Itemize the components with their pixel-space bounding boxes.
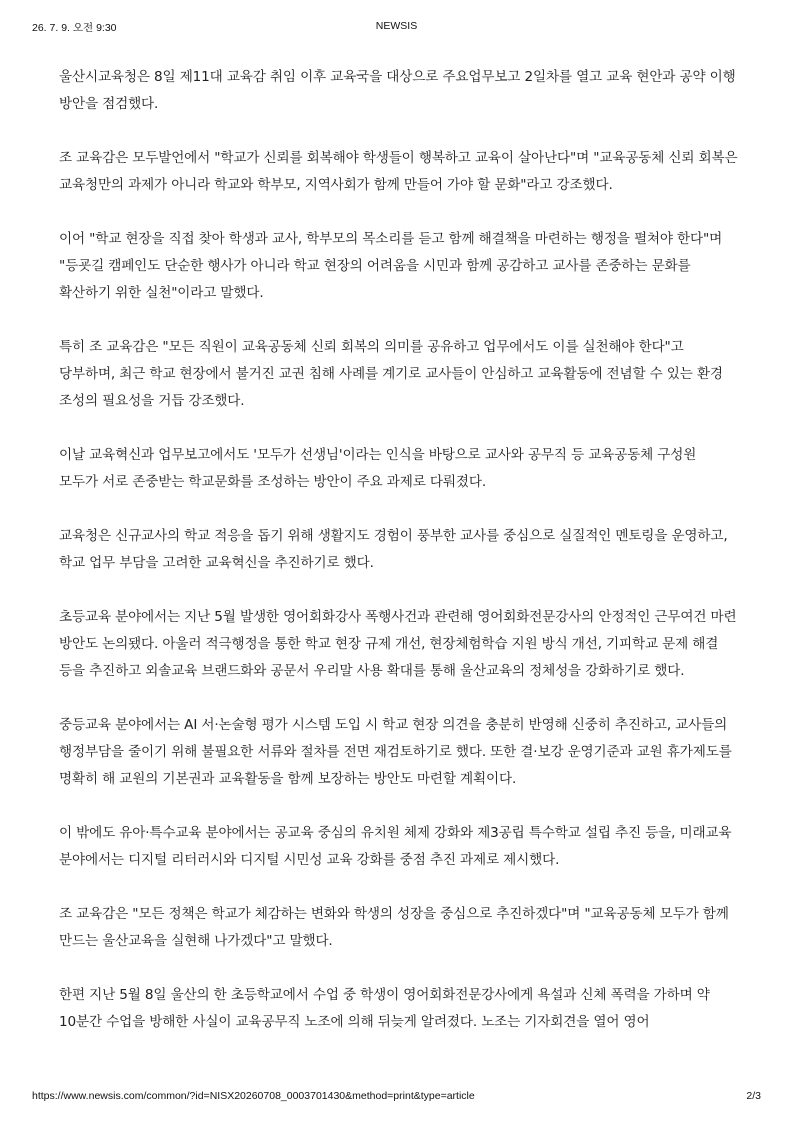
page-number: 2/3: [746, 1090, 761, 1102]
article-paragraph: 조 교육감은 모두발언에서 "학교가 신뢰를 회복해야 학생들이 행복하고 교육이 살아난다"며 "교육공동체 신뢰 회복은 교육청만의 과제가 아니라 학교와 학부모, 지역사회가 함께 만들어 가야 할 문화"라고 강조했다.: [59, 150, 738, 193]
print-date: 26. 7. 9. 오전 9:30: [32, 22, 117, 34]
print-header: [32, 20, 761, 36]
article-paragraph: 특히 조 교육감은 "모든 직원이 교육공동체 신뢰 회복의 의미를 공유하고 업무에서도 이를 실천해야 한다"고 당부하며, 최근 학교 현장에서 불거진 교권 침해 사례를 계기로 교사들이 안심하고 교육활동에 전념할 수 있는 환경 조성의 필요성을 거듭 강조했다.: [59, 339, 723, 409]
article-paragraph: 교육청은 신규교사의 학교 적응을 돕기 위해 생활지도 경험이 풍부한 교사를 중심으로 실질적인 멘토링을 운영하고, 학교 업무 부담을 고려한 교육혁신을 추진하기로 했다.: [59, 528, 728, 571]
article-body: [59, 64, 739, 1063]
article-url: https://www.newsis.com/common/?id=NISX20260708_0003701430&method=print&type=article: [32, 1090, 475, 1102]
print-footer: [32, 1090, 761, 1106]
site-name: NEWSIS: [375, 20, 418, 32]
article-paragraph: 이날 교육혁신과 업무보고에서도 '모두가 선생님'이라는 인식을 바탕으로 교사와 공무직 등 교육공동체 구성원 모두가 서로 존중받는 학교문화를 조성하는 방안이 주요 과제로 다뤄졌다.: [59, 447, 697, 490]
article-paragraph: 울산시교육청은 8일 제11대 교육감 취임 이후 교육국을 대상으로 주요업무보고 2일차를 열고 교육 현안과 공약 이행 방안을 점검했다.: [59, 69, 736, 112]
article-paragraph: 한편 지난 5월 8일 울산의 한 초등학교에서 수업 중 학생이 영어회화전문강사에게 욕설과 신체 폭력을 가하며 약 10분간 수업을 방해한 사실이 교육공무직 노조에 의해 뒤늦게 알려졌다. 노조는 기자회견을 열어 영어: [59, 987, 710, 1030]
article-paragraph: 이어 "학교 현장을 직접 찾아 학생과 교사, 학부모의 목소리를 듣고 함께 해결책을 마련하는 행정을 펼쳐야 한다"며 "등굣길 캠페인도 단순한 행사가 아니라 학교 현장의 어려움을 시민과 함께 공감하고 교사를 존중하는 문화를 확산하기 위한 실천"이라고 말했다.: [59, 231, 723, 301]
article-paragraph: 조 교육감은 "모든 정책은 학교가 체감하는 변화와 학생의 성장을 중심으로 추진하겠다"며 "교육공동체 모두가 함께 만드는 울산교육을 실현해 나가겠다"고 말했다.: [59, 906, 729, 949]
article-paragraph: 중등교육 분야에서는 AI 서·논술형 평가 시스템 도입 시 학교 현장 의견을 충분히 반영해 신중히 추진하고, 교사들의 행정부담을 줄이기 위해 불필요한 서류와 절차를 전면 재검토하기로 했다. 또한 결·보강 운영기준과 교원 휴가제도를 명확히 해 교원의 기본권과 교육활동을 함께 보장하는 방안도 마련할 계획이다.: [59, 717, 732, 787]
article-paragraph: 초등교육 분야에서는 지난 5월 발생한 영어회화강사 폭행사건과 관련해 영어회화전문강사의 안정적인 근무여건 마련 방안도 논의됐다. 아울러 적극행정을 통한 학교 현장 규제 개선, 현장체험학습 지원 방식 개선, 기피학교 문제 해결 등을 추진하고 외솔교육 브랜드화와 공문서 우리말 사용 확대를 통해 울산교육의 정체성을 강화하기로 했다.: [59, 609, 737, 679]
article-paragraph: 이 밖에도 유아·특수교육 분야에서는 공교육 중심의 유치원 체제 강화와 제3공립 특수학교 설립 추진 등을, 미래교육 분야에서는 디지털 리터러시와 디지털 시민성 교육 강화를 중점 추진 과제로 제시했다.: [59, 825, 732, 868]
